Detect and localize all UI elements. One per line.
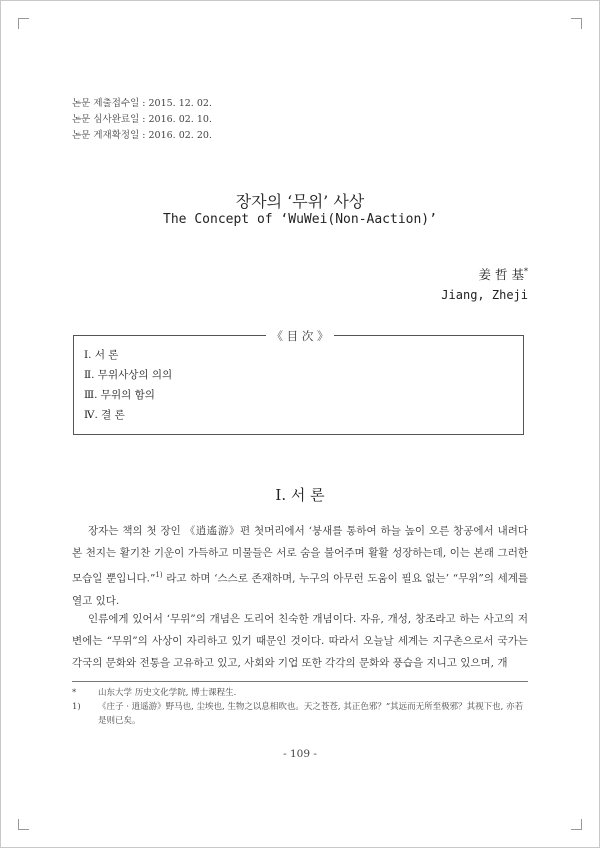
paper-title-english: The Concept of ‘WuWei(Non-Aaction)’ xyxy=(163,212,437,227)
crop-mark-top-left xyxy=(18,18,29,29)
paragraph-1-text-end: 라고 하며 ‘스스로 존재하며, 누구의 아무런 도움이 필요 없는’ “무위”의 세계를 열고 있다. xyxy=(72,572,528,607)
submission-date-accepted: 논문 게재확정일 : 2016. 02. 20. xyxy=(72,130,212,141)
paper-title-korean: 장자의 ‘무위’ 사상 xyxy=(235,192,365,211)
author-name-cjk-text: 姜 哲 基 xyxy=(478,267,524,283)
crop-mark-bottom-left xyxy=(18,819,29,830)
toc-heading-text: 《 目 次 》 xyxy=(266,329,335,343)
crop-mark-bottom-right xyxy=(571,819,582,830)
footnote-author xyxy=(72,686,528,700)
footnote-text: 《庄子 · 逍遥游》野马也, 尘埃也, 生物之以息相吹也。天之苍苍, 其正色邪？”其远而无所至极邪？其视下也, 亦若是则已矣。 xyxy=(98,702,524,726)
footnote-mark: * xyxy=(72,688,77,698)
toc-item-introduction: Ⅰ. 서 론 xyxy=(84,349,119,361)
footnote-text: 山东大学 历史文化学院, 博士课程生. xyxy=(98,688,237,698)
section-heading: Ⅰ. 서 론 xyxy=(275,486,325,504)
submission-date-reviewed: 논문 심사완료일 : 2016. 02. 10. xyxy=(72,114,212,125)
author-name-english: Jiang, Zheji xyxy=(441,288,528,303)
crop-mark-top-right xyxy=(571,18,582,29)
paragraph-1-text-start: 장자는 책의 첫 장인 《逍遙游》편 첫머리에서 ‘붕새를 통하여 하늘 높이 오른 창공에서 내려다 본 천지는 활기찬 기운이 가득하고 미물들은 서로 숨을 불어주며 활활 성장하는데, 이는 본래 그러한 모습일 뿐입니다.” xyxy=(72,525,528,585)
footnote-1 xyxy=(72,700,528,728)
submission-date-received: 논문 제출접수일 : 2015. 12. 02. xyxy=(72,98,212,109)
footnotes xyxy=(72,686,528,728)
author-name-cjk xyxy=(441,262,528,285)
author-footnote-mark: * xyxy=(524,267,528,276)
footnote-divider xyxy=(72,681,528,682)
toc-item-significance: Ⅱ. 무위사상의 의의 xyxy=(84,369,173,381)
body-paragraph-2: 인류에게 있어서 ‘무위”의 개념은 도리어 친숙한 개념이다. 자유, 개성, 창조라고 하는 사고의 저변에는 “무위”의 사상이 자리하고 있기 때문인 것이다. 따라서 오늘날 세계는 지구촌으로서 국가는 각국의 문화와 전통을 고유하고 있고, 사회와 기업 또한 각각의 문화와 풍습을 지니고 있으며, 개 xyxy=(72,613,528,669)
author-block xyxy=(441,262,528,305)
body-paragraph-1 xyxy=(72,520,528,612)
toc-heading xyxy=(0,328,600,344)
toc-list xyxy=(84,345,172,425)
toc-item-conclusion: Ⅳ. 결 론 xyxy=(84,409,125,421)
footnote-ref-1: 1) xyxy=(155,571,163,579)
footnote-mark: 1) xyxy=(72,702,81,712)
submission-dates xyxy=(72,96,212,144)
toc-item-implications: Ⅲ. 무위의 함의 xyxy=(84,389,155,401)
page-number: - 109 - xyxy=(283,748,317,760)
